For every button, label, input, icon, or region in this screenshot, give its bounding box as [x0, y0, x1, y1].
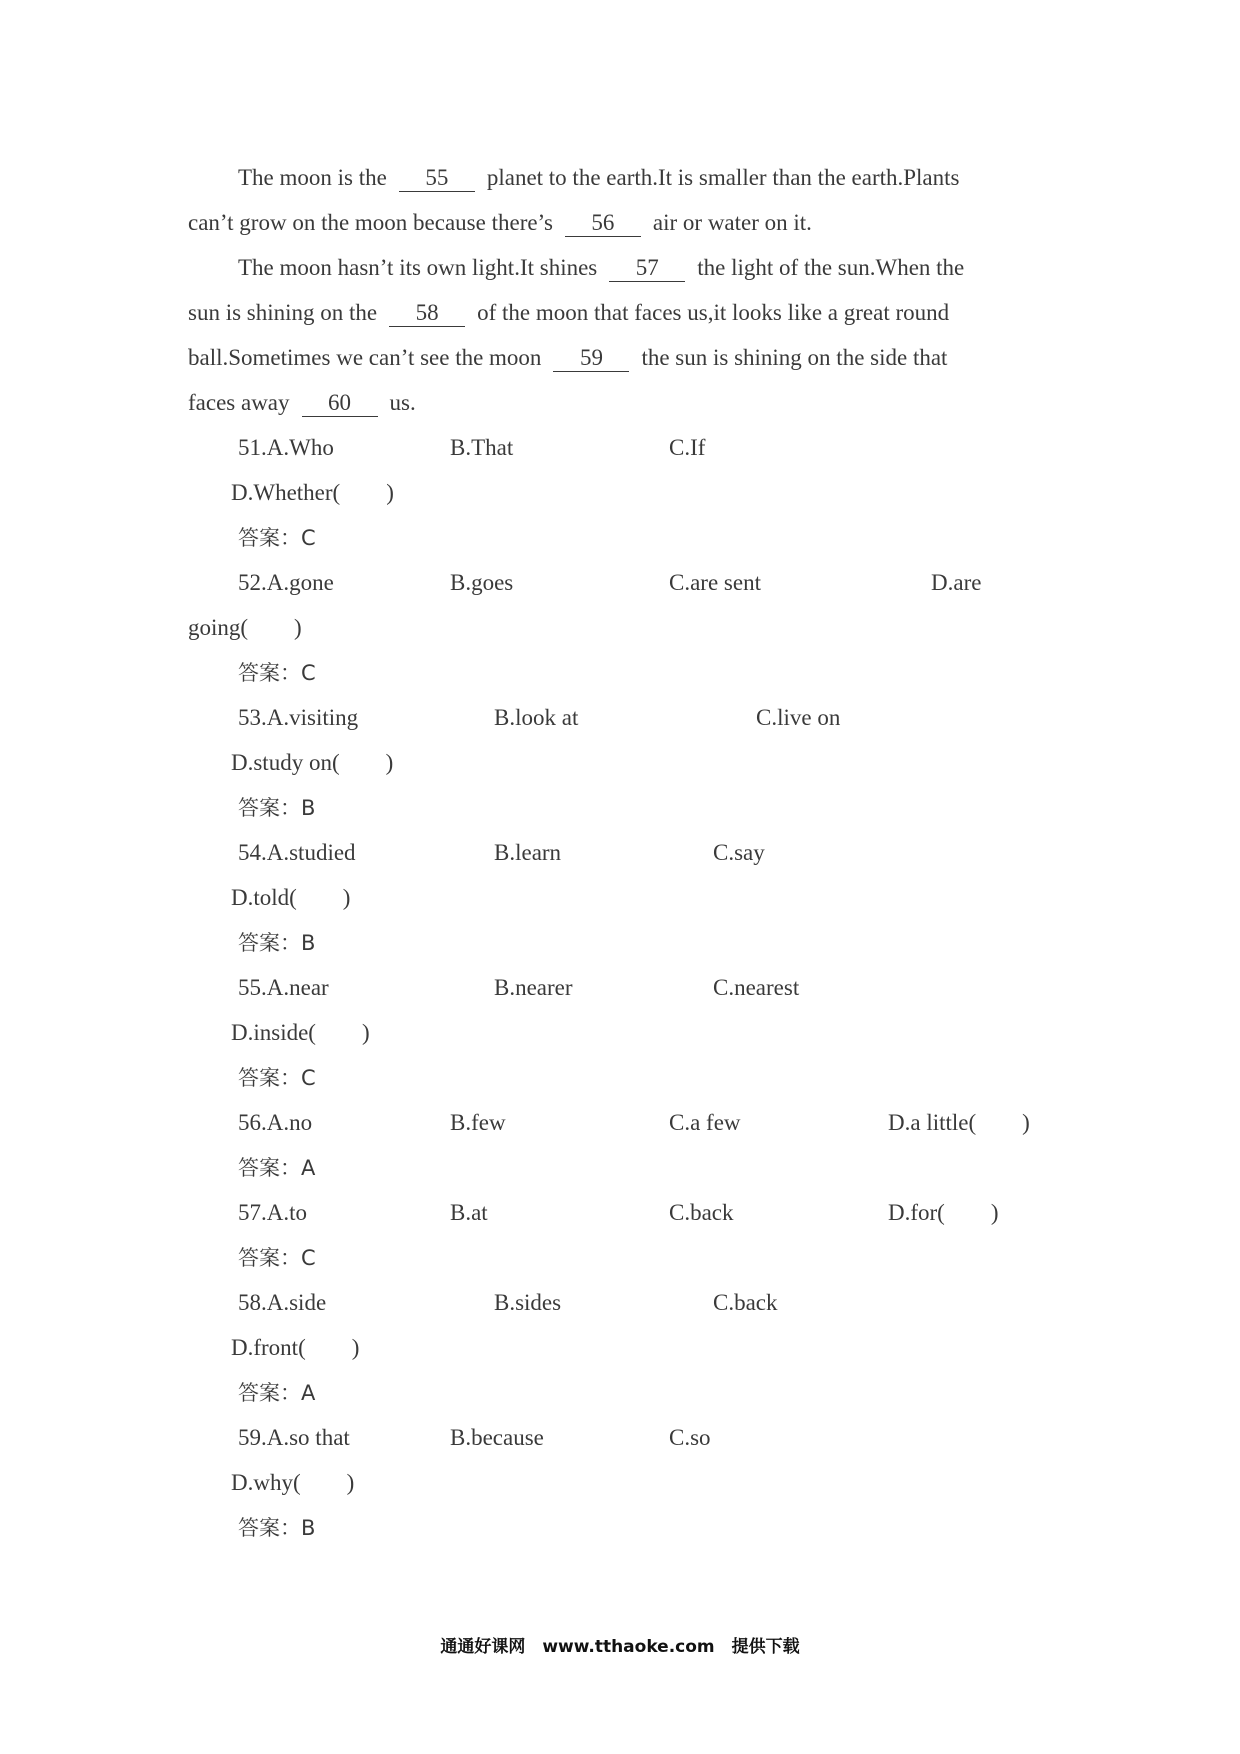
passage-text: of the moon that faces us,it looks like a great round — [477, 300, 950, 325]
option-b: B.look at — [494, 705, 579, 730]
option-b: B.sides — [494, 1290, 562, 1315]
option-c: C.nearest — [713, 975, 800, 1000]
option-d: D.are — [931, 570, 982, 595]
answer: 答案：B — [238, 1516, 316, 1540]
passage-text: The moon hasn’t its own light.It shines — [238, 255, 598, 280]
passage-text: The moon is the — [238, 165, 387, 190]
answer: 答案：A — [238, 1156, 316, 1180]
passage-text: us. — [389, 390, 416, 415]
passage-text: planet to the earth.It is smaller than the earth.Plants — [486, 165, 960, 190]
option-a: 51.A.Who — [238, 435, 334, 460]
passage-text: faces away — [188, 390, 290, 415]
option-c: C.a few — [669, 1110, 741, 1135]
blank-60: 60 — [302, 390, 378, 417]
option-d: D.told( ) — [231, 885, 351, 910]
option-d: D.a little( ) — [888, 1110, 1030, 1135]
passage-line — [238, 163, 959, 193]
answer: 答案：C — [238, 526, 316, 550]
option-a: 57.A.to — [238, 1200, 307, 1225]
option-b: B.goes — [450, 570, 514, 595]
blank-55: 55 — [399, 165, 475, 192]
option-d: D.for( ) — [888, 1200, 999, 1225]
option-b: B.at — [450, 1200, 488, 1225]
option-a: 55.A.near — [238, 975, 329, 1000]
passage-text: air or water on it. — [652, 210, 812, 235]
option-a: 52.A.gone — [238, 570, 334, 595]
option-b: B.That — [450, 435, 514, 460]
answer: 答案：A — [238, 1381, 316, 1405]
passage-text: ball.Sometimes we can’t see the moon — [188, 345, 542, 370]
option-a: 54.A.studied — [238, 840, 356, 865]
option-a: 53.A.visiting — [238, 705, 359, 730]
passage-line — [188, 298, 949, 328]
passage-line — [188, 343, 947, 373]
option-d: D.inside( ) — [231, 1020, 370, 1045]
passage-text: the light of the sun.When the — [697, 255, 965, 280]
option-b: B.learn — [494, 840, 562, 865]
option-a: 56.A.no — [238, 1110, 313, 1135]
option-c: C.so — [669, 1425, 711, 1450]
answer: 答案：C — [238, 1246, 316, 1270]
option-c: C.If — [669, 435, 706, 460]
option-a: 59.A.so that — [238, 1425, 350, 1450]
answer: 答案：C — [238, 661, 316, 685]
option-b: B.because — [450, 1425, 544, 1450]
option-d-continued: going( ) — [188, 615, 302, 640]
answer: 答案：B — [238, 796, 316, 820]
option-d: D.why( ) — [231, 1470, 355, 1495]
blank-59: 59 — [553, 345, 629, 372]
option-c: C.live on — [756, 705, 841, 730]
passage-text: the sun is shining on the side that — [641, 345, 948, 370]
blank-56: 56 — [565, 210, 641, 237]
answer: 答案：C — [238, 1066, 316, 1090]
option-c: C.are sent — [669, 570, 761, 595]
option-b: B.few — [450, 1110, 506, 1135]
option-d: D.front( ) — [231, 1335, 360, 1360]
passage-line — [188, 388, 416, 418]
option-c: C.back — [669, 1200, 734, 1225]
passage-line — [188, 208, 812, 238]
option-c: C.say — [713, 840, 765, 865]
page-footer: 通通好课网 www.tthaoke.com 提供下载 — [440, 1637, 800, 1657]
passage-text: sun is shining on the — [188, 300, 378, 325]
answer: 答案：B — [238, 931, 316, 955]
option-d: D.Whether( ) — [231, 480, 394, 505]
blank-58: 58 — [389, 300, 465, 327]
option-c: C.back — [713, 1290, 778, 1315]
option-a: 58.A.side — [238, 1290, 327, 1315]
option-d: D.study on( ) — [231, 750, 394, 775]
passage-text: can’t grow on the moon because there’s — [188, 210, 553, 235]
option-b: B.nearer — [494, 975, 573, 1000]
blank-57: 57 — [609, 255, 685, 282]
passage-line — [238, 253, 964, 283]
